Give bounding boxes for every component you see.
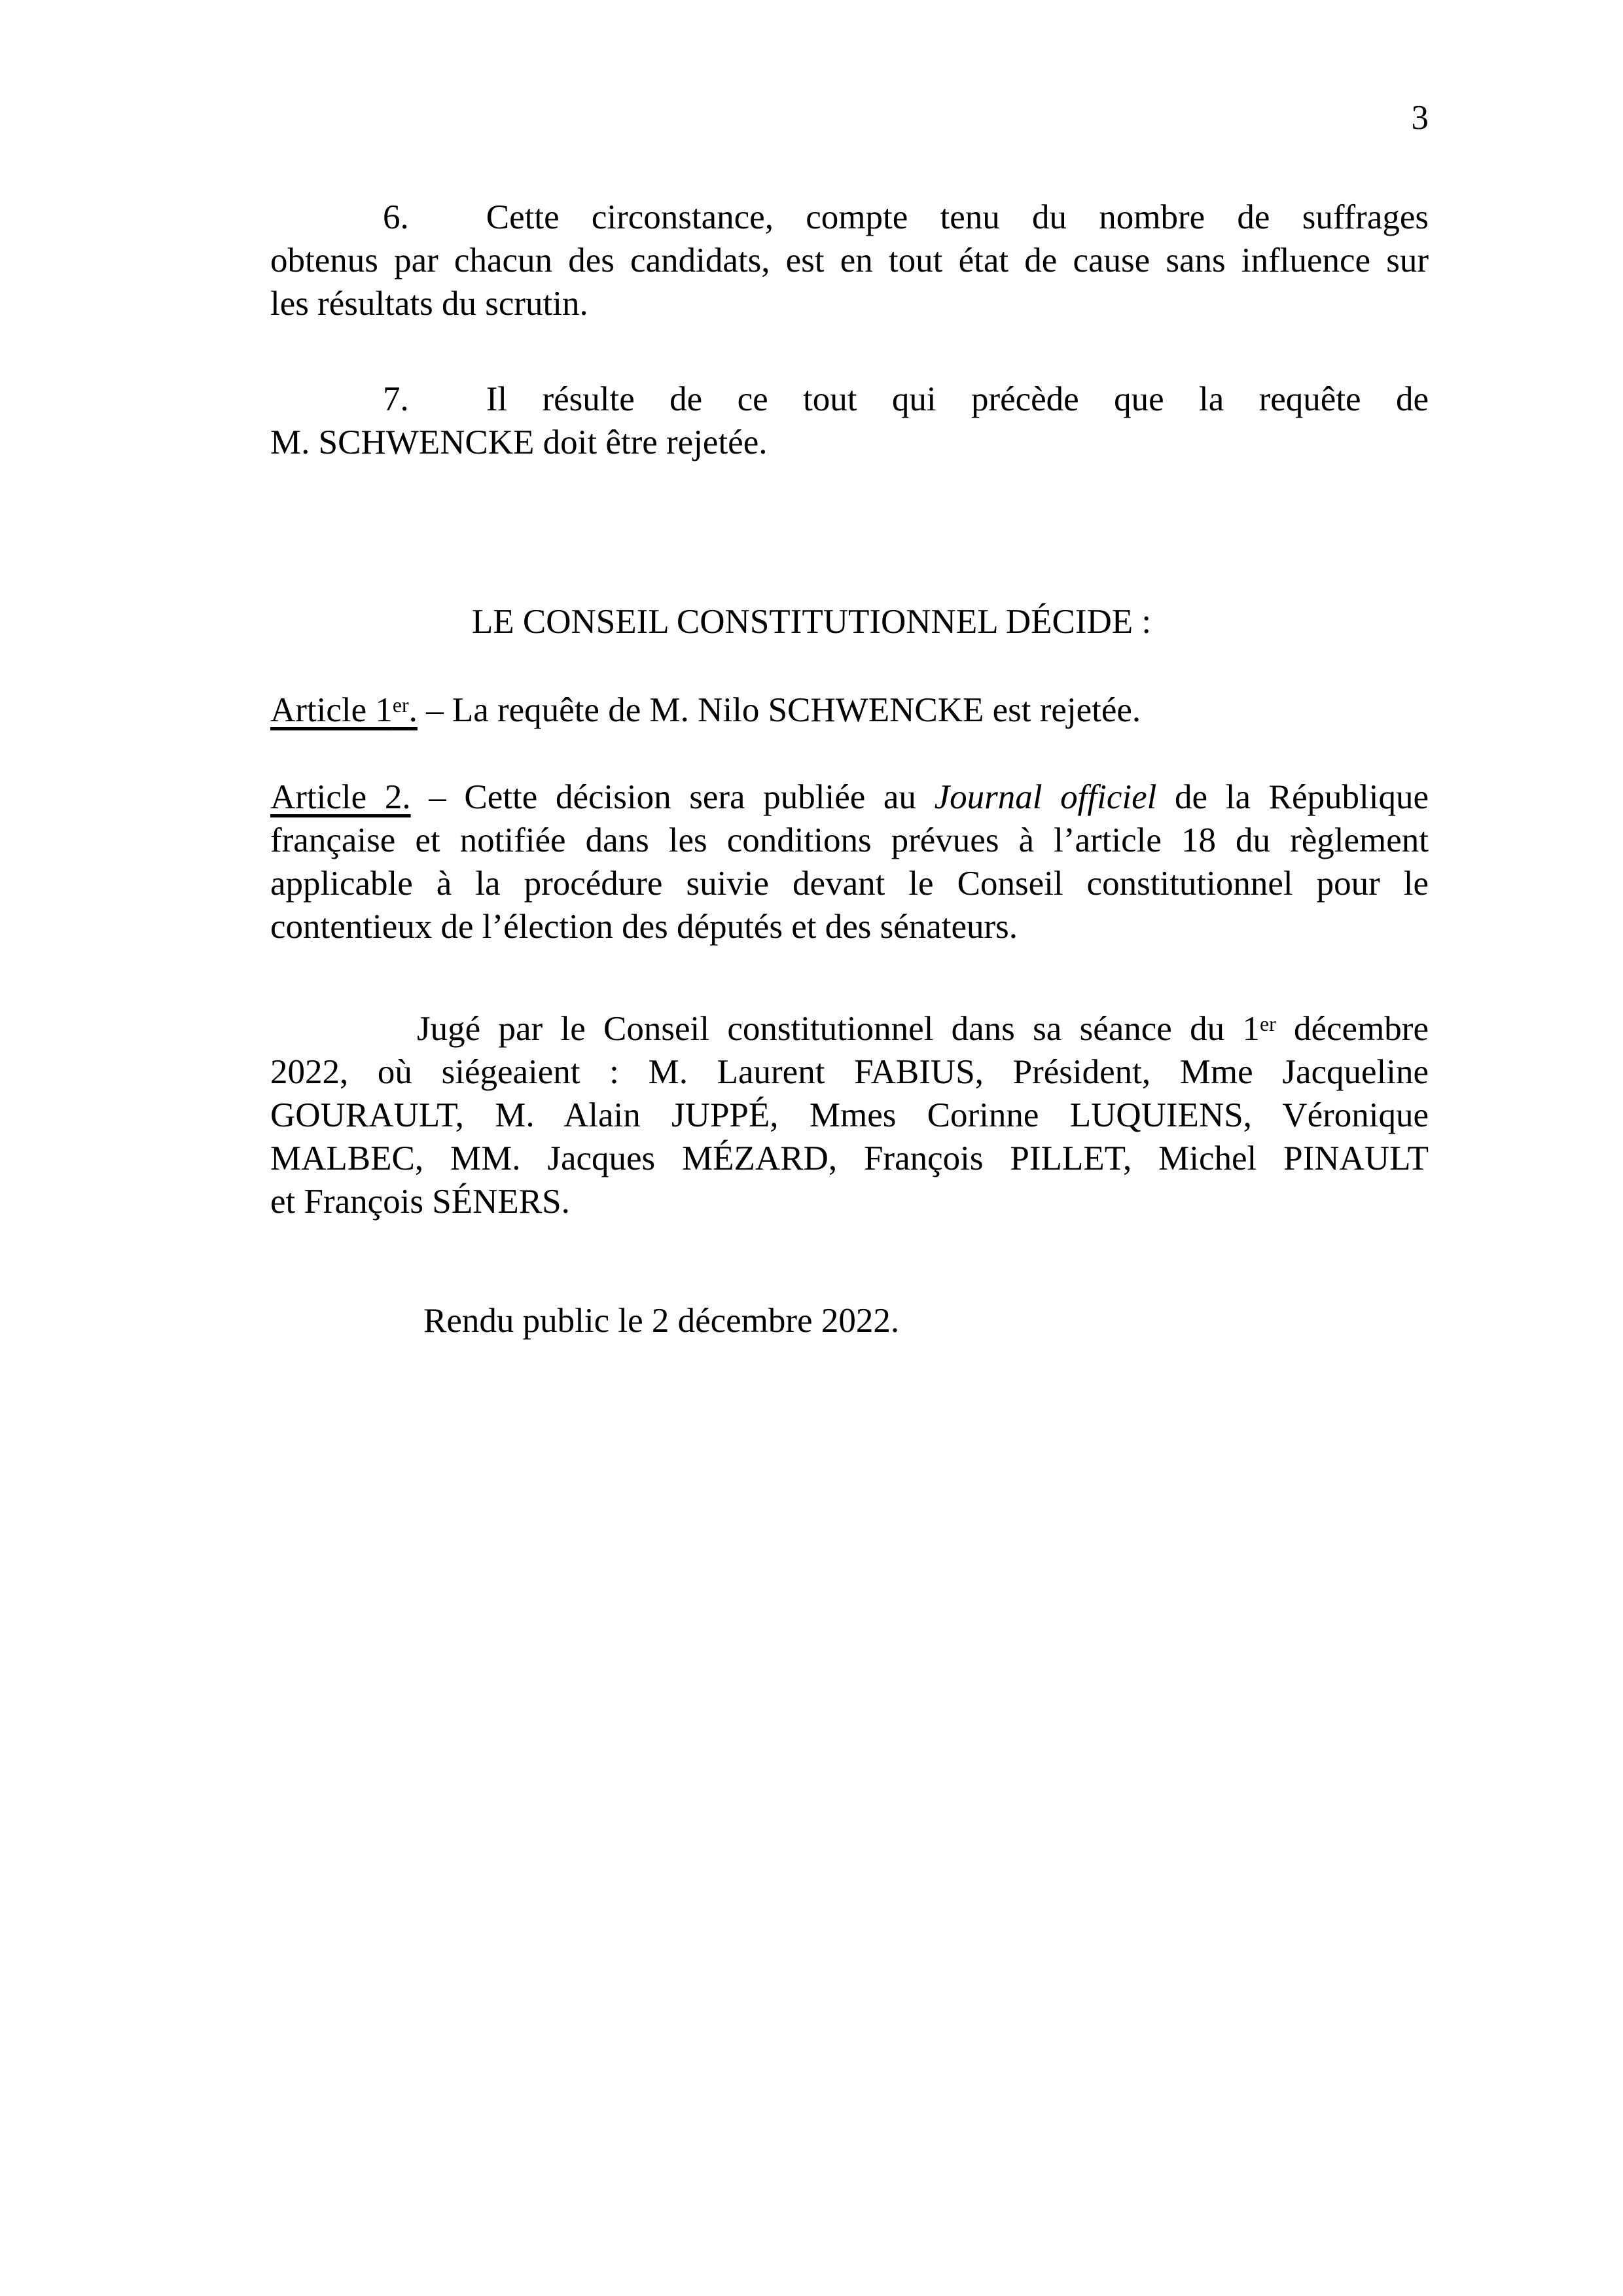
first-line-indent <box>270 1039 417 1040</box>
judgment-superscript: er <box>1259 1012 1276 1035</box>
judgment-paragraph <box>270 1007 1429 1223</box>
judgment-line-3: GOURAULT, M. Alain JUPPÉ, Mmes Corinne LUQUIENS, Véronique <box>270 1096 1429 1134</box>
article-2-term: Article 2. <box>270 778 411 816</box>
article-1-term-text: Article 1 <box>270 691 393 729</box>
article-1-term-superscript: er <box>392 693 409 717</box>
publication-text: Rendu public le 2 décembre 2022. <box>423 1302 900 1340</box>
article-1-term <box>270 691 418 729</box>
paragraph-6-line-1 <box>270 196 1429 239</box>
publication-paragraph <box>270 1299 1429 1342</box>
publication-line <box>270 1299 1429 1342</box>
paragraph-7-text: Il résulte de ce tout qui précède que la requête de <box>486 380 1429 418</box>
paragraph-7-line-1 <box>270 378 1429 421</box>
paragraph-7-line-2: M. SCHWENCKE doit être rejetée. <box>270 423 768 461</box>
article-2-line-3: applicable à la procédure suivie devant le Conseil constitutionnel pour le <box>270 865 1429 903</box>
paragraph-6-text: Cette circonstance, compte tenu du nombre de suffrages <box>486 198 1429 236</box>
article-2 <box>270 776 1429 948</box>
article-1 <box>270 689 1429 732</box>
article-1-text: – La requête de M. Nilo SCHWENCKE est rejetée. <box>417 691 1141 729</box>
paragraph-6-number: 6. <box>383 198 409 236</box>
paragraph-6-line-2: obtenus par chacun des candidats, est en tout état de cause sans influence sur <box>270 242 1429 279</box>
paragraph-7-number: 7. <box>383 380 409 418</box>
article-1-term-period: . <box>408 691 418 729</box>
article-2-line-2: française et notifiée dans les conditions prévues à l’article 18 du règlement <box>270 821 1429 859</box>
paragraph-6 <box>270 196 1429 325</box>
page-number: 3 <box>1411 99 1429 137</box>
article-2-text-pre: – Cette décision sera publiée au <box>410 778 935 816</box>
judgment-line-4: MALBEC, MM. Jacques MÉZARD, François PILLET, Michel PINAULT <box>270 1139 1429 1177</box>
article-2-line-4: contentieux de l’élection des députés et des sénateurs. <box>270 908 1018 946</box>
judgment-text-pre: Jugé par le Conseil constitutionnel dans sa séance du 1 <box>417 1010 1260 1048</box>
judgment-text-post: décembre <box>1275 1010 1429 1048</box>
decision-heading: LE CONSEIL CONSTITUTIONNEL DÉCIDE : <box>471 603 1152 641</box>
journal-officiel-italic: Journal officiel <box>934 778 1157 816</box>
paragraph-7 <box>270 378 1429 464</box>
first-line-indent <box>270 1331 423 1332</box>
judgment-line-1 <box>270 1007 1429 1050</box>
article-2-line-1 <box>270 776 1429 819</box>
judgment-line-5: et François SÉNERS. <box>270 1183 570 1221</box>
article-2-text-post: de la République <box>1156 778 1429 816</box>
judgment-line-2: 2022, où siégeaient : M. Laurent FABIUS, Président, Mme Jacqueline <box>270 1053 1429 1091</box>
paragraph-6-line-3: les résultats du scrutin. <box>270 285 588 323</box>
article-1-line-1 <box>270 689 1429 732</box>
